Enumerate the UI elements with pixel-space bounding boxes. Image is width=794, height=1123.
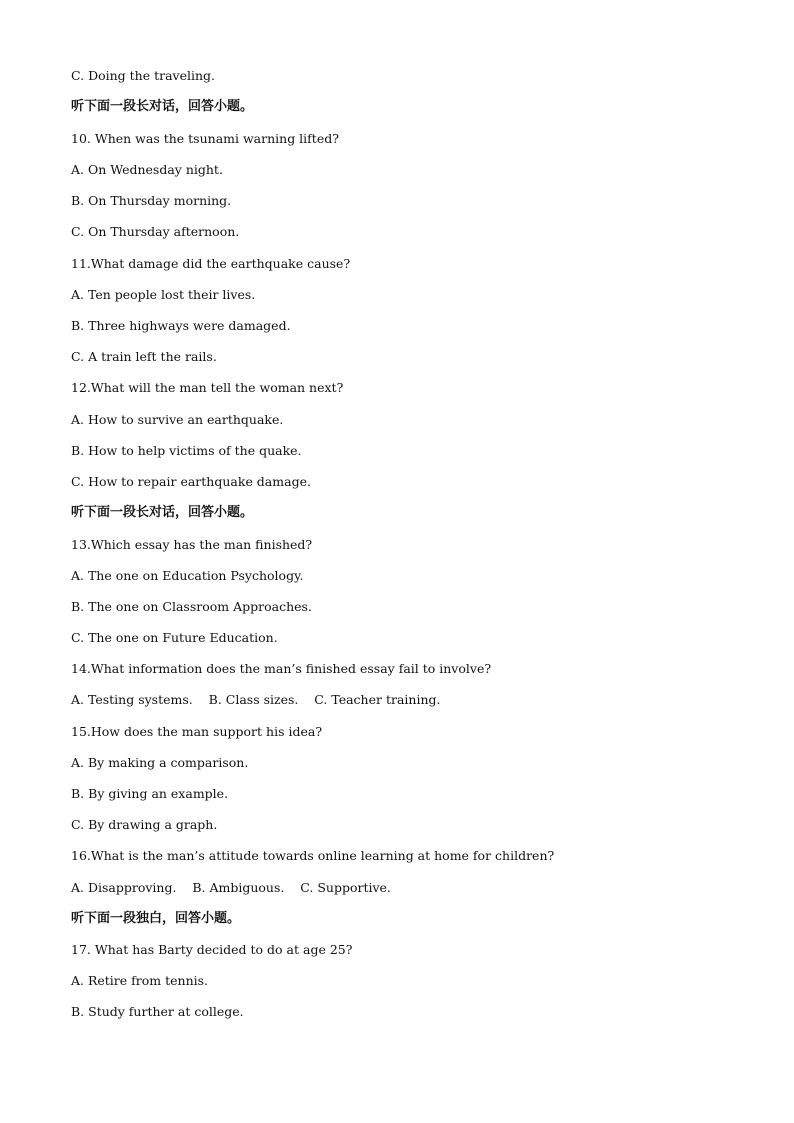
q14-question: 14.What information does the man’s finished essay fail to involve? bbox=[71, 661, 492, 676]
q10-question: 10. When was the tsunami warning lifted? bbox=[71, 131, 339, 146]
section-heading-2: 听下面一段长对话，回答小题。 bbox=[71, 505, 254, 520]
q13-question: 13.Which essay has the man finished? bbox=[71, 537, 313, 552]
q16-options: A. Disapproving. B. Ambiguous. C. Supportive. bbox=[71, 880, 391, 895]
section-heading-3: 听下面一段独白，回答小题。 bbox=[71, 911, 241, 926]
q12-question: 12.What will the man tell the woman next? bbox=[71, 380, 344, 395]
q17-option-a: A. Retire from tennis. bbox=[71, 973, 209, 988]
q11-option-b: B. Three highways were damaged. bbox=[71, 318, 291, 333]
q13-option-c: C. The one on Future Education. bbox=[71, 630, 278, 645]
q11-option-a: A. Ten people lost their lives. bbox=[71, 287, 256, 302]
q12-option-a: A. How to survive an earthquake. bbox=[71, 412, 284, 427]
section-heading-1: 听下面一段长对话，回答小题。 bbox=[71, 99, 254, 114]
q9-option-c: C. Doing the traveling. bbox=[71, 68, 216, 83]
q10-option-b: B. On Thursday morning. bbox=[71, 193, 232, 208]
q10-option-c: C. On Thursday afternoon. bbox=[71, 224, 240, 239]
q10-option-a: A. On Wednesday night. bbox=[71, 162, 223, 177]
q13-option-b: B. The one on Classroom Approaches. bbox=[71, 599, 312, 614]
q15-option-c: C. By drawing a graph. bbox=[71, 817, 218, 832]
q14-options: A. Testing systems. B. Class sizes. C. Teacher training. bbox=[71, 692, 441, 707]
q17-option-b: B. Study further at college. bbox=[71, 1004, 244, 1019]
q15-question: 15.How does the man support his idea? bbox=[71, 724, 323, 739]
q15-option-b: B. By giving an example. bbox=[71, 786, 229, 801]
q13-option-a: A. The one on Education Psychology. bbox=[71, 568, 304, 583]
q17-question: 17. What has Barty decided to do at age 25? bbox=[71, 942, 353, 957]
q12-option-c: C. How to repair earthquake damage. bbox=[71, 474, 311, 489]
q11-option-c: C. A train left the rails. bbox=[71, 349, 217, 364]
q16-question: 16.What is the man’s attitude towards online learning at home for children? bbox=[71, 848, 555, 863]
q11-question: 11.What damage did the earthquake cause? bbox=[71, 256, 351, 271]
q15-option-a: A. By making a comparison. bbox=[71, 755, 249, 770]
q12-option-b: B. How to help victims of the quake. bbox=[71, 443, 302, 458]
